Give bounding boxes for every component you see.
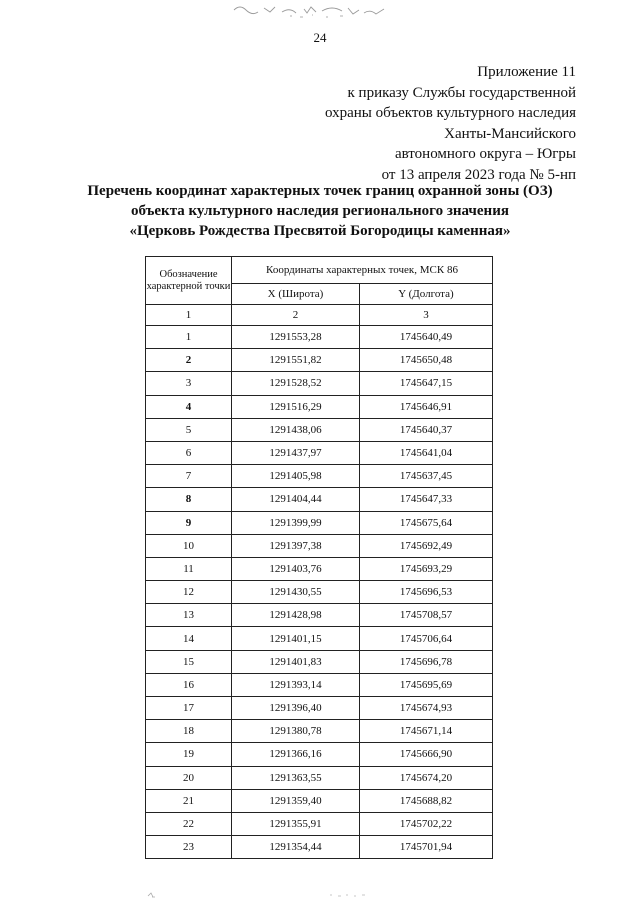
column-number: 2: [232, 305, 360, 326]
table-row: [146, 604, 493, 627]
y-coordinate-cell: 1745701,94: [360, 836, 493, 859]
header-coordinates: Координаты характерных точек, МСК 86: [232, 257, 493, 284]
coordinates-table: [145, 256, 493, 859]
table-row: [146, 743, 493, 766]
table-row: [146, 372, 493, 395]
x-coordinate-cell: 1291393,14: [232, 673, 360, 696]
y-coordinate-cell: 1745637,45: [360, 465, 493, 488]
x-coordinate-cell: 1291354,44: [232, 836, 360, 859]
x-coordinate-cell: 1291405,98: [232, 465, 360, 488]
appendix-line: Приложение 11: [477, 64, 576, 80]
point-number-cell: 14: [146, 627, 232, 650]
table-row: [146, 766, 493, 789]
point-number-cell: 21: [146, 789, 232, 812]
x-coordinate-cell: 1291404,44: [232, 488, 360, 511]
point-number-cell: 10: [146, 534, 232, 557]
table-row: [146, 673, 493, 696]
point-number-cell: 1: [146, 326, 232, 349]
table-row: [146, 465, 493, 488]
x-coordinate-cell: 1291355,91: [232, 812, 360, 835]
point-number-cell: 17: [146, 697, 232, 720]
x-coordinate-cell: 1291401,83: [232, 650, 360, 673]
table-row: [146, 488, 493, 511]
header-x: X (Широта): [232, 284, 360, 305]
table-row: [146, 418, 493, 441]
y-coordinate-cell: 1745640,37: [360, 418, 493, 441]
point-number-cell: 2: [146, 349, 232, 372]
header-y: Y (Долгота): [360, 284, 493, 305]
appendix-line: автономного округа – Югры: [394, 146, 576, 162]
y-coordinate-cell: 1745675,64: [360, 511, 493, 534]
column-number: 3: [360, 305, 493, 326]
table-row: [146, 581, 493, 604]
appendix-line: к приказу Службы государственной: [347, 84, 576, 101]
point-number-cell: 3: [146, 372, 232, 395]
y-coordinate-cell: 1745674,93: [360, 697, 493, 720]
y-coordinate-cell: 1745647,33: [360, 488, 493, 511]
y-coordinate-cell: 1745646,91: [360, 395, 493, 418]
table-row: [146, 395, 493, 418]
appendix-line: Ханты-Мансийского: [444, 125, 576, 142]
x-coordinate-cell: 1291403,76: [232, 557, 360, 580]
table-row: [146, 557, 493, 580]
table-row: [146, 326, 493, 349]
x-coordinate-cell: 1291516,29: [232, 395, 360, 418]
table-row: [146, 720, 493, 743]
x-coordinate-cell: 1291551,82: [232, 349, 360, 372]
y-coordinate-cell: 1745671,14: [360, 720, 493, 743]
table-row: [146, 812, 493, 835]
y-coordinate-cell: 1745692,49: [360, 534, 493, 557]
y-coordinate-cell: 1745688,82: [360, 789, 493, 812]
x-coordinate-cell: 1291380,78: [232, 720, 360, 743]
x-coordinate-cell: 1291397,38: [232, 534, 360, 557]
y-coordinate-cell: 1745696,78: [360, 650, 493, 673]
appendix-block: [276, 62, 576, 185]
x-coordinate-cell: 1291428,98: [232, 604, 360, 627]
table-row: [146, 534, 493, 557]
y-coordinate-cell: 1745695,69: [360, 673, 493, 696]
table-row: [146, 349, 493, 372]
point-number-cell: 23: [146, 836, 232, 859]
table-row: [146, 511, 493, 534]
y-coordinate-cell: 1745706,64: [360, 627, 493, 650]
title-line: объекта культурного наследия регионального значения: [131, 203, 509, 219]
table-row: [146, 627, 493, 650]
y-coordinate-cell: 1745708,57: [360, 604, 493, 627]
scan-noise-bottom: [140, 889, 520, 901]
appendix-line: от 13 апреля 2023 года № 5-нп: [381, 166, 576, 183]
point-number-cell: 16: [146, 673, 232, 696]
header-point: Обозначение характерной точки: [146, 257, 232, 305]
x-coordinate-cell: 1291438,06: [232, 418, 360, 441]
point-number-cell: 13: [146, 604, 232, 627]
x-coordinate-cell: 1291359,40: [232, 789, 360, 812]
title-line: «Церковь Рождества Пресвятой Богородицы каменная»: [129, 223, 511, 239]
point-number-cell: 20: [146, 766, 232, 789]
x-coordinate-cell: 1291396,40: [232, 697, 360, 720]
title-line: Перечень координат характерных точек границ охранной зоны (ОЗ): [87, 183, 553, 199]
point-number-cell: 4: [146, 395, 232, 418]
y-coordinate-cell: 1745647,15: [360, 372, 493, 395]
point-number-cell: 7: [146, 465, 232, 488]
y-coordinate-cell: 1745666,90: [360, 743, 493, 766]
table-row: [146, 697, 493, 720]
point-number-cell: 9: [146, 511, 232, 534]
table-row: [146, 650, 493, 673]
y-coordinate-cell: 1745640,49: [360, 326, 493, 349]
x-coordinate-cell: 1291437,97: [232, 441, 360, 464]
appendix-line: охраны объектов культурного наследия: [324, 105, 576, 121]
x-coordinate-cell: 1291399,99: [232, 511, 360, 534]
x-coordinate-cell: 1291363,55: [232, 766, 360, 789]
point-number-cell: 15: [146, 650, 232, 673]
page-number: 24: [313, 30, 327, 45]
y-coordinate-cell: 1745674,20: [360, 766, 493, 789]
point-number-cell: 18: [146, 720, 232, 743]
y-coordinate-cell: 1745641,04: [360, 441, 493, 464]
x-coordinate-cell: 1291528,52: [232, 372, 360, 395]
point-number-cell: 11: [146, 557, 232, 580]
point-number-cell: 19: [146, 743, 232, 766]
document-title: [60, 181, 580, 241]
x-coordinate-cell: 1291366,16: [232, 743, 360, 766]
point-number-cell: 12: [146, 581, 232, 604]
y-coordinate-cell: 1745650,48: [360, 349, 493, 372]
x-coordinate-cell: 1291553,28: [232, 326, 360, 349]
point-number-cell: 6: [146, 441, 232, 464]
y-coordinate-cell: 1745693,29: [360, 557, 493, 580]
x-coordinate-cell: 1291430,55: [232, 581, 360, 604]
table-row: [146, 441, 493, 464]
point-number-cell: 22: [146, 812, 232, 835]
point-number-cell: 8: [146, 488, 232, 511]
column-number: 1: [146, 305, 232, 326]
x-coordinate-cell: 1291401,15: [232, 627, 360, 650]
table-row: [146, 789, 493, 812]
y-coordinate-cell: 1745702,22: [360, 812, 493, 835]
table-row: [146, 836, 493, 859]
point-number-cell: 5: [146, 418, 232, 441]
y-coordinate-cell: 1745696,53: [360, 581, 493, 604]
scan-noise-top: [230, 0, 400, 22]
table-body: [146, 326, 493, 859]
